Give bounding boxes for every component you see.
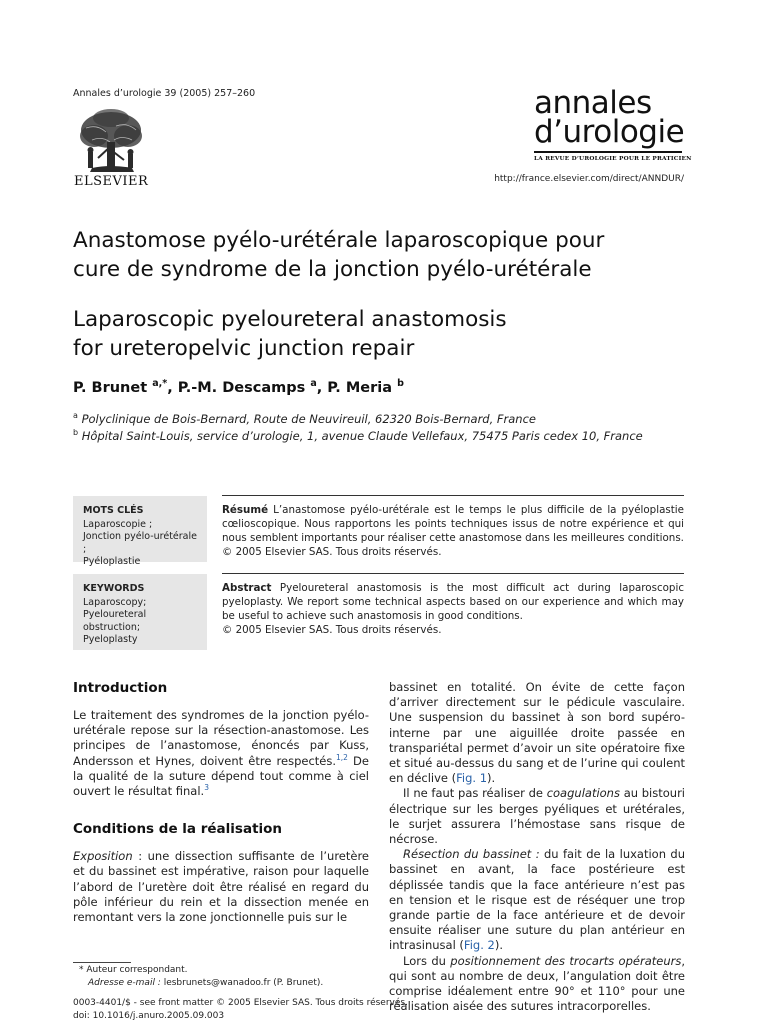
conditions-lead: Exposition <box>73 849 133 864</box>
author-name: P. Brunet <box>73 379 148 396</box>
doi-line[interactable]: doi: 10.1016/j.anuro.2005.09.003 <box>73 1011 225 1021</box>
italic-run: positionnement des trocarts opérateurs <box>450 953 682 968</box>
abstract-fr <box>222 495 684 559</box>
section-heading-conditions: Conditions de la réalisation <box>73 821 283 838</box>
author-name: P. Meria <box>327 379 392 396</box>
keyword-item: Laparoscopy; <box>83 596 147 608</box>
body-column-left <box>73 680 369 925</box>
author-sup: a <box>310 378 317 389</box>
text-run: , qui sont au nombre de deux, l’angulation doit être comprise idéalement entre 90° et 110° pour une réalisation aisée des sutures intracorporelles. <box>389 953 685 1014</box>
abstract-fr-body: L’anastomose pyélo-urétérale est le temps le plus difficile de la pyéloplastie cœlioscopique. Nous rapportons les points techniques issus de notre expérience et qui nous semblent importants pour réaliser cette anastomose dans les meilleures conditions. <box>222 504 684 544</box>
author-sup: a,* <box>152 378 168 389</box>
title-fr-line-2: cure de syndrome de la jonction pyélo-urétérale <box>73 257 592 282</box>
intro-text-2: De la qualité de la suture dépend tout comme à ciel ouvert le résultat final. <box>73 753 369 799</box>
article-title-fr <box>73 226 713 284</box>
abstract-en-body: Pyeloureteral anastomosis is the most difficult act during laparoscopic pyeloplasty. We report some technical aspects based on our experience and which may be useful to achieve such anastomosis in good conditions. <box>222 582 684 622</box>
text-run: du fait de la luxation du bassinet en avant, la face postérieure est déplissée tandis que la face antérieure n’est pas en tension et le risque est de réséquer une trop grande partie de la face antérieure et de devoir ensuite réaliser une suture du plan antérieur en intrasinusal ( <box>389 847 685 953</box>
brand-line-2: d’urologie <box>534 114 685 150</box>
figure-1-link[interactable]: Fig. 1 <box>456 771 488 786</box>
body-paragraph <box>389 954 685 1015</box>
keyword-item: Pyeloplasty <box>83 634 138 645</box>
body-column-right <box>389 680 685 1014</box>
abstract-fr-copyright: © 2005 Elsevier SAS. Tous droits réservés. <box>222 546 442 558</box>
footnote-email <box>88 978 323 988</box>
email-label: Adresse e-mail : <box>88 978 161 988</box>
journal-brand <box>534 85 692 162</box>
title-fr-line-1: Anastomose pyélo-urétérale laparoscopique pour <box>73 228 605 253</box>
affiliation-b <box>73 428 643 443</box>
title-en-line-1: Laparoscopic pyeloureteral anastomosis <box>73 307 507 332</box>
italic-run: Résection du bassinet : <box>403 847 540 862</box>
affil-mark: b <box>73 428 79 437</box>
keyword-item: Jonction pyélo-urétérale ; <box>83 531 197 555</box>
text-run: Il ne faut pas réaliser de <box>403 786 547 801</box>
footnote-corresponding: * Auteur correspondant. <box>79 965 188 975</box>
body-paragraph <box>389 680 685 786</box>
footnote-rule <box>73 962 131 963</box>
text-run: ). <box>494 938 503 953</box>
author-sup: b <box>397 378 404 389</box>
affil-text: Polyclinique de Bois-Bernard, Route de Neuvireuil, 62320 Bois-Bernard, France <box>81 411 536 426</box>
intro-text-1: Le traitement des syndromes de la jonction pyélo-urétérale repose sur la résection-anastomose. Les principes de l’anastomose, énoncés par Kuss, Andersson et Hynes, doivent être respectés. <box>73 708 369 768</box>
publisher-name: ELSEVIER <box>74 174 149 189</box>
keyword-item: Pyeloureteral <box>83 609 147 620</box>
keyword-item: Pyéloplastie <box>83 556 141 567</box>
journal-reference: Annales d’urologie 39 (2005) 257–260 <box>73 88 256 99</box>
text-run: au bistouri électrique sur les berges pyéliques et urétérales, le surjet assurera l’hémostase sans risque de nécrose. <box>389 786 685 847</box>
figure-2-link[interactable]: Fig. 2 <box>463 938 495 953</box>
article-title-en <box>73 305 713 363</box>
journal-url-link[interactable]: http://france.elsevier.com/direct/ANNDUR/ <box>494 174 684 184</box>
keywords-en-heading: KEYWORDS <box>83 583 145 594</box>
author-list <box>73 378 404 396</box>
text-run: ). <box>487 771 496 786</box>
email-value[interactable]: lesbrunets@wanadoo.fr (P. Brunet). <box>160 978 324 988</box>
keywords-fr-box <box>73 496 207 567</box>
body-paragraph <box>389 786 685 847</box>
affil-mark: a <box>73 411 78 420</box>
citation-link[interactable]: 1,2 <box>336 752 348 762</box>
issn-line: 0003-4401/$ - see front matter © 2005 Elsevier SAS. Tous droits réservés. <box>73 998 408 1008</box>
keyword-item: obstruction; <box>83 621 141 633</box>
affiliation-a <box>73 411 536 426</box>
author-sep: , <box>316 379 328 396</box>
author-sep: , <box>167 379 178 396</box>
italic-run: coagulations <box>546 786 620 801</box>
author-name: P.-M. Descamps <box>177 379 306 396</box>
conditions-paragraph <box>73 849 369 925</box>
intro-paragraph <box>73 708 369 799</box>
text-run: bassinet en totalité. On évite de cette façon d’arriver directement sur le pédicule vasculaire. Une suspension du bassinet à son bord supéro-interne par une aiguillée droite passée en transpariétal permet d’avoir un site opératoire fixe et situé au-dessus du sang et de l’urine qui coulent en déclive ( <box>389 680 685 786</box>
keyword-item: Laparoscopie ; <box>83 518 153 530</box>
text-run: Lors du <box>403 953 451 968</box>
keywords-en-box <box>73 574 207 650</box>
section-heading-introduction: Introduction <box>73 680 168 696</box>
body-paragraph <box>389 847 685 953</box>
brand-line-1: annales <box>534 85 652 121</box>
keywords-fr-heading: MOTS CLÉS <box>83 505 144 516</box>
citation-link[interactable]: 3 <box>204 783 209 793</box>
abstract-en <box>222 573 684 637</box>
abstract-fr-lead: Résumé <box>222 504 269 516</box>
brand-tagline: LA REVUE D’UROLOGIE POUR LE PRATICIEN <box>534 156 692 162</box>
brand-rule <box>534 151 682 153</box>
abstract-en-copyright: © 2005 Elsevier SAS. Tous droits réservés. <box>222 624 442 636</box>
abstract-en-lead: Abstract <box>222 582 272 594</box>
affil-text: Hôpital Saint-Louis, service d’urologie, 1, avenue Claude Vellefaux, 75475 Paris cedex 10, France <box>81 428 643 443</box>
conditions-body: : une dissection suffisante de l’uretère et du bassinet est impérative, raison pour laquelle l’abord de l’uretère doit être réalisé en regard du pôle inférieur du rein et la dissection menée en remontant vers la zone jonctionnelle puis sur le <box>73 849 369 925</box>
title-en-line-2: for ureteropelvic junction repair <box>73 336 415 361</box>
